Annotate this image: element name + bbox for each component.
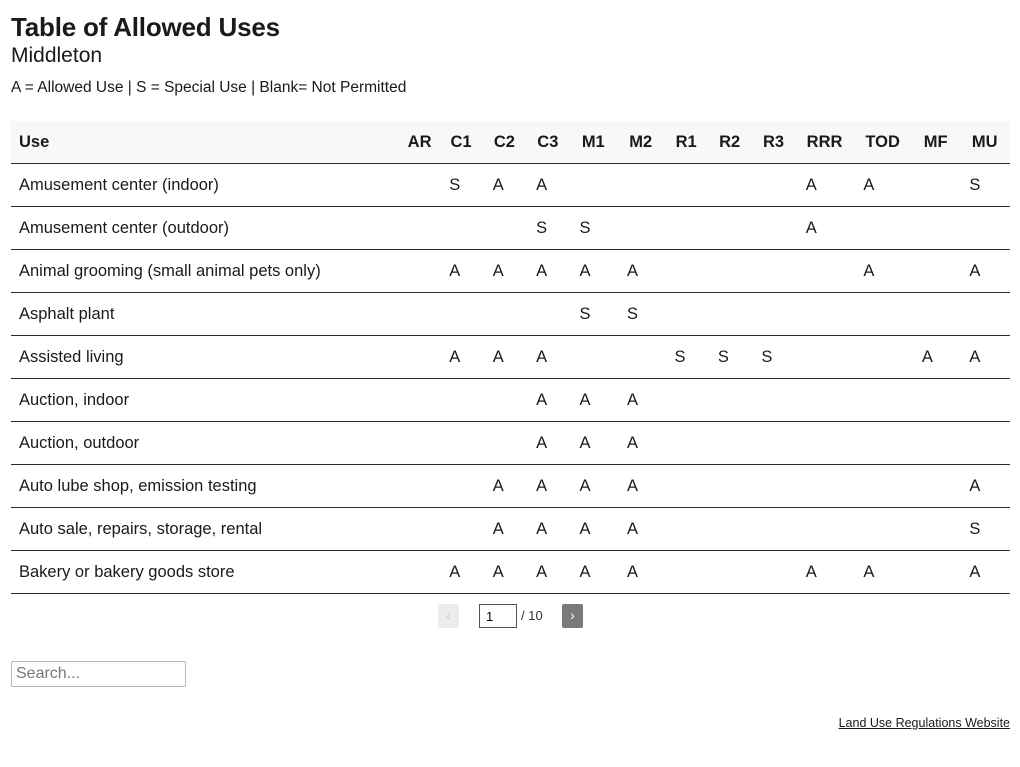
table-header — [11, 121, 1010, 164]
zone-value-cell — [664, 508, 707, 551]
zone-value-cell: A — [617, 551, 664, 594]
zone-value-cell — [853, 508, 912, 551]
column-header-m2[interactable]: M2 — [617, 121, 664, 164]
table-row — [11, 508, 1010, 551]
zone-value-cell — [664, 551, 707, 594]
search-input[interactable] — [11, 661, 186, 687]
zone-value-cell: A — [617, 422, 664, 465]
zone-value-cell — [664, 422, 707, 465]
zone-value-cell: A — [570, 250, 617, 293]
use-name-cell: Amusement center (outdoor) — [11, 207, 400, 250]
zone-value-cell — [439, 379, 482, 422]
zone-value-cell: A — [959, 465, 1010, 508]
zone-value-cell — [664, 465, 707, 508]
zone-value-cell: A — [526, 551, 569, 594]
zone-value-cell: S — [751, 336, 795, 379]
column-header-r1[interactable]: R1 — [664, 121, 707, 164]
zone-value-cell — [570, 164, 617, 207]
zone-value-cell: A — [959, 551, 1010, 594]
zone-value-cell — [439, 422, 482, 465]
zone-value-cell: S — [526, 207, 569, 250]
zone-value-cell — [439, 293, 482, 336]
zone-value-cell: A — [439, 250, 482, 293]
zone-value-cell — [439, 207, 482, 250]
land-use-regulations-link[interactable]: Land Use Regulations Website — [838, 716, 1010, 730]
zone-value-cell — [664, 207, 707, 250]
zone-value-cell — [617, 207, 664, 250]
zone-value-cell: A — [617, 379, 664, 422]
zone-value-cell: A — [483, 551, 526, 594]
zone-value-cell — [400, 336, 439, 379]
zone-value-cell: A — [483, 250, 526, 293]
page-total-label: / 10 — [521, 608, 543, 623]
zone-value-cell — [664, 293, 707, 336]
zone-value-cell — [959, 379, 1010, 422]
table-body — [11, 164, 1010, 594]
zone-value-cell — [912, 422, 959, 465]
zone-value-cell — [959, 207, 1010, 250]
column-header-ar[interactable]: AR — [400, 121, 439, 164]
zone-value-cell: S — [664, 336, 707, 379]
zone-value-cell — [912, 207, 959, 250]
zone-value-cell — [853, 379, 912, 422]
next-page-button[interactable]: › — [562, 604, 583, 628]
use-name-cell: Asphalt plant — [11, 293, 400, 336]
zone-value-cell: A — [570, 508, 617, 551]
zone-value-cell: S — [570, 293, 617, 336]
zone-value-cell: A — [617, 465, 664, 508]
zone-value-cell: A — [570, 422, 617, 465]
zone-value-cell: A — [853, 551, 912, 594]
table-row — [11, 465, 1010, 508]
column-header-mf[interactable]: MF — [912, 121, 959, 164]
zone-value-cell: A — [526, 508, 569, 551]
zone-value-cell — [853, 465, 912, 508]
column-header-rrr[interactable]: RRR — [796, 121, 854, 164]
zone-value-cell — [751, 551, 795, 594]
page-content — [11, 12, 1010, 634]
zone-value-cell: A — [483, 164, 526, 207]
zone-value-cell — [796, 465, 854, 508]
page-title: Table of Allowed Uses — [11, 12, 280, 42]
zone-value-cell: A — [853, 164, 912, 207]
zone-value-cell: A — [526, 465, 569, 508]
column-header-mu[interactable]: MU — [959, 121, 1010, 164]
zone-value-cell — [664, 250, 707, 293]
zone-value-cell — [483, 293, 526, 336]
table-row — [11, 551, 1010, 594]
zone-value-cell — [708, 207, 751, 250]
zone-value-cell — [751, 422, 795, 465]
zone-value-cell — [708, 422, 751, 465]
zone-value-cell: A — [483, 508, 526, 551]
zone-value-cell: A — [570, 379, 617, 422]
column-header-c2[interactable]: C2 — [483, 121, 526, 164]
zone-value-cell: S — [959, 508, 1010, 551]
zone-value-cell: A — [959, 336, 1010, 379]
zone-value-cell: A — [617, 250, 664, 293]
zone-value-cell: A — [526, 379, 569, 422]
zone-value-cell — [664, 164, 707, 207]
zone-value-cell — [796, 250, 854, 293]
zone-value-cell — [796, 336, 854, 379]
use-name-cell: Auction, outdoor — [11, 422, 400, 465]
page-subtitle: Middleton — [11, 44, 103, 67]
zone-value-cell — [959, 422, 1010, 465]
pagination — [11, 604, 1010, 634]
zone-value-cell: A — [796, 207, 854, 250]
zone-value-cell — [483, 207, 526, 250]
zone-value-cell — [400, 293, 439, 336]
table-row — [11, 422, 1010, 465]
zone-value-cell — [751, 508, 795, 551]
zone-value-cell — [483, 422, 526, 465]
zone-value-cell — [912, 164, 959, 207]
zone-value-cell — [708, 465, 751, 508]
zone-value-cell — [400, 508, 439, 551]
zone-value-cell: S — [959, 164, 1010, 207]
zone-value-cell — [751, 207, 795, 250]
zone-value-cell — [751, 379, 795, 422]
zone-value-cell — [959, 293, 1010, 336]
zone-value-cell: A — [912, 336, 959, 379]
zone-value-cell: A — [483, 336, 526, 379]
zone-value-cell: S — [708, 336, 751, 379]
table-row — [11, 164, 1010, 207]
zone-value-cell — [796, 293, 854, 336]
zone-value-cell — [617, 336, 664, 379]
zone-value-cell: A — [526, 422, 569, 465]
zone-value-cell — [751, 164, 795, 207]
zone-value-cell — [439, 465, 482, 508]
table-row — [11, 336, 1010, 379]
zone-value-cell — [912, 465, 959, 508]
zone-value-cell: A — [526, 250, 569, 293]
zone-value-cell — [912, 250, 959, 293]
zone-value-cell — [853, 207, 912, 250]
zone-value-cell: A — [570, 551, 617, 594]
zone-value-cell — [400, 207, 439, 250]
zone-value-cell — [400, 250, 439, 293]
zone-value-cell: A — [617, 508, 664, 551]
column-header-tod[interactable]: TOD — [853, 121, 912, 164]
zone-value-cell — [708, 379, 751, 422]
zone-value-cell — [708, 164, 751, 207]
zone-value-cell — [796, 379, 854, 422]
zone-value-cell — [400, 379, 439, 422]
use-name-cell: Animal grooming (small animal pets only) — [11, 250, 400, 293]
allowed-uses-table — [11, 121, 1010, 594]
zone-value-cell — [912, 293, 959, 336]
zone-value-cell — [526, 293, 569, 336]
table-row — [11, 250, 1010, 293]
zone-value-cell — [751, 250, 795, 293]
column-header-c3[interactable]: C3 — [526, 121, 569, 164]
zone-value-cell: A — [570, 465, 617, 508]
column-header-use[interactable]: Use — [11, 121, 400, 164]
zone-value-cell — [708, 551, 751, 594]
zone-value-cell — [664, 379, 707, 422]
zone-value-cell — [912, 379, 959, 422]
zone-value-cell — [853, 293, 912, 336]
table-row — [11, 293, 1010, 336]
use-name-cell: Bakery or bakery goods store — [11, 551, 400, 594]
zone-value-cell — [400, 551, 439, 594]
page-number-input[interactable] — [479, 604, 517, 628]
zone-value-cell: A — [439, 551, 482, 594]
zone-value-cell — [483, 379, 526, 422]
column-header-r2[interactable]: R2 — [708, 121, 751, 164]
zone-value-cell: A — [526, 164, 569, 207]
legend-text: A = Allowed Use | S = Special Use | Blank= Not Permitted — [11, 79, 407, 96]
zone-value-cell: S — [570, 207, 617, 250]
use-name-cell: Amusement center (indoor) — [11, 164, 400, 207]
table-row — [11, 379, 1010, 422]
zone-value-cell: S — [617, 293, 664, 336]
zone-value-cell — [400, 465, 439, 508]
zone-value-cell — [400, 422, 439, 465]
zone-value-cell: A — [959, 250, 1010, 293]
column-header-r3[interactable]: R3 — [751, 121, 795, 164]
table-row — [11, 207, 1010, 250]
table-header-row — [11, 121, 1010, 164]
zone-value-cell — [853, 422, 912, 465]
zone-value-cell — [912, 508, 959, 551]
zone-value-cell: A — [439, 336, 482, 379]
column-header-c1[interactable]: C1 — [439, 121, 482, 164]
zone-value-cell — [439, 508, 482, 551]
use-name-cell: Auction, indoor — [11, 379, 400, 422]
column-header-m1[interactable]: M1 — [570, 121, 617, 164]
zone-value-cell: A — [796, 164, 854, 207]
zone-value-cell — [796, 422, 854, 465]
zone-value-cell — [912, 551, 959, 594]
zone-value-cell: A — [796, 551, 854, 594]
previous-page-button[interactable]: ‹ — [438, 604, 459, 628]
zone-value-cell — [708, 250, 751, 293]
zone-value-cell — [796, 508, 854, 551]
zone-value-cell — [570, 336, 617, 379]
zone-value-cell — [751, 465, 795, 508]
zone-value-cell — [751, 293, 795, 336]
zone-value-cell: A — [483, 465, 526, 508]
zone-value-cell — [708, 293, 751, 336]
zone-value-cell: S — [439, 164, 482, 207]
zone-value-cell — [400, 164, 439, 207]
use-name-cell: Assisted living — [11, 336, 400, 379]
zone-value-cell — [708, 508, 751, 551]
zone-value-cell: A — [853, 250, 912, 293]
use-name-cell: Auto lube shop, emission testing — [11, 465, 400, 508]
zone-value-cell — [617, 164, 664, 207]
zone-value-cell: A — [526, 336, 569, 379]
use-name-cell: Auto sale, repairs, storage, rental — [11, 508, 400, 551]
zone-value-cell — [853, 336, 912, 379]
